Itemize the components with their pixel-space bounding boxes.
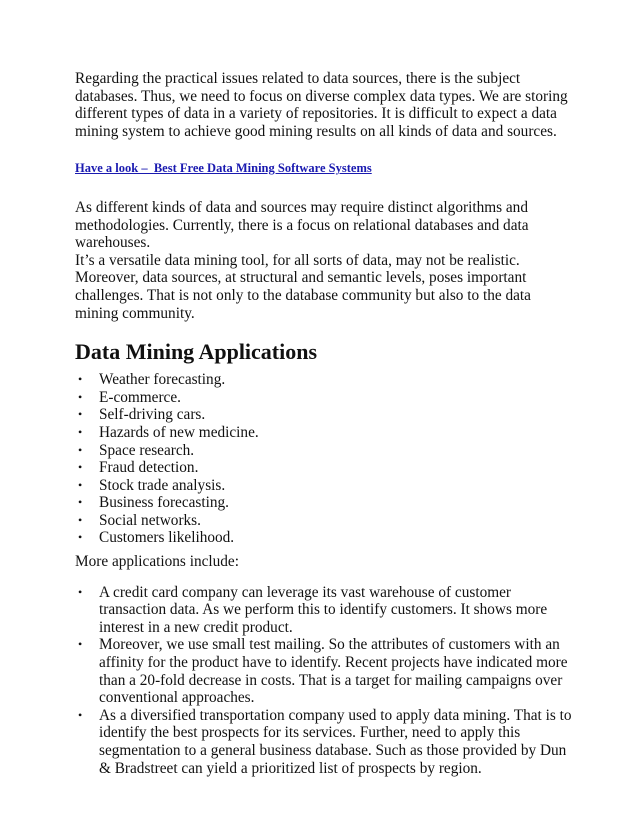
more-applications-list <box>75 584 578 778</box>
list-item: • Business forecasting. <box>75 494 578 512</box>
versatility-paragraph: It’s a versatile data mining tool, for all sorts of data, may not be realistic. Moreover, data sources, at structural and semantic levels, poses important challenges. That is not only to the database community but also to the data mining community. <box>75 251 531 322</box>
list-item: • Space research. <box>75 442 578 460</box>
list-item: • Social networks. <box>75 512 578 530</box>
list-item: • A credit card company can leverage its vast warehouse of customer transaction data. As we perform this to identify customers. It shows more interest in a new credit product. <box>75 584 578 637</box>
sources-paragraph: As different kinds of data and sources may require distinct algorithms and methodologies. Currently, there is a focus on relational databases and data warehouses. <box>75 198 529 252</box>
list-item: • Self-driving cars. <box>75 406 578 424</box>
list-item: • Weather forecasting. <box>75 371 578 389</box>
software-systems-link[interactable]: Have a look – Best Free Data Mining Software Systems <box>75 161 372 176</box>
list-item: • E-commerce. <box>75 389 578 407</box>
intro-paragraph: Regarding the practical issues related to data sources, there is the subject databases. Thus, we need to focus on diverse complex data types. We are storing different types of data in a variety of repositories. It is difficult to expect a data mining system to achieve good mining results on all kinds of data and sources. <box>75 70 568 140</box>
list-item: • Stock trade analysis. <box>75 477 578 495</box>
list-item: • As a diversified transportation company used to apply data mining. That is to identify the best prospects for its services. Further, need to apply this segmentation to a general business database. Such as those provided by Dun & Bradstreet can yield a prioritized list of prospects by region. <box>75 707 578 777</box>
list-item: • Fraud detection. <box>75 459 578 477</box>
section-heading: Data Mining Applications <box>75 339 318 365</box>
more-applications-label: More applications include: <box>75 553 239 571</box>
list-item: • Moreover, we use small test mailing. So the attributes of customers with an affinity for the product have to identify. Recent projects have indicated more than a 20-fold decrease in costs. That is a target for mailing campaigns over conventional approaches. <box>75 636 578 706</box>
list-item: • Customers likelihood. <box>75 529 578 547</box>
list-item: • Hazards of new medicine. <box>75 424 578 442</box>
applications-list <box>75 371 578 547</box>
